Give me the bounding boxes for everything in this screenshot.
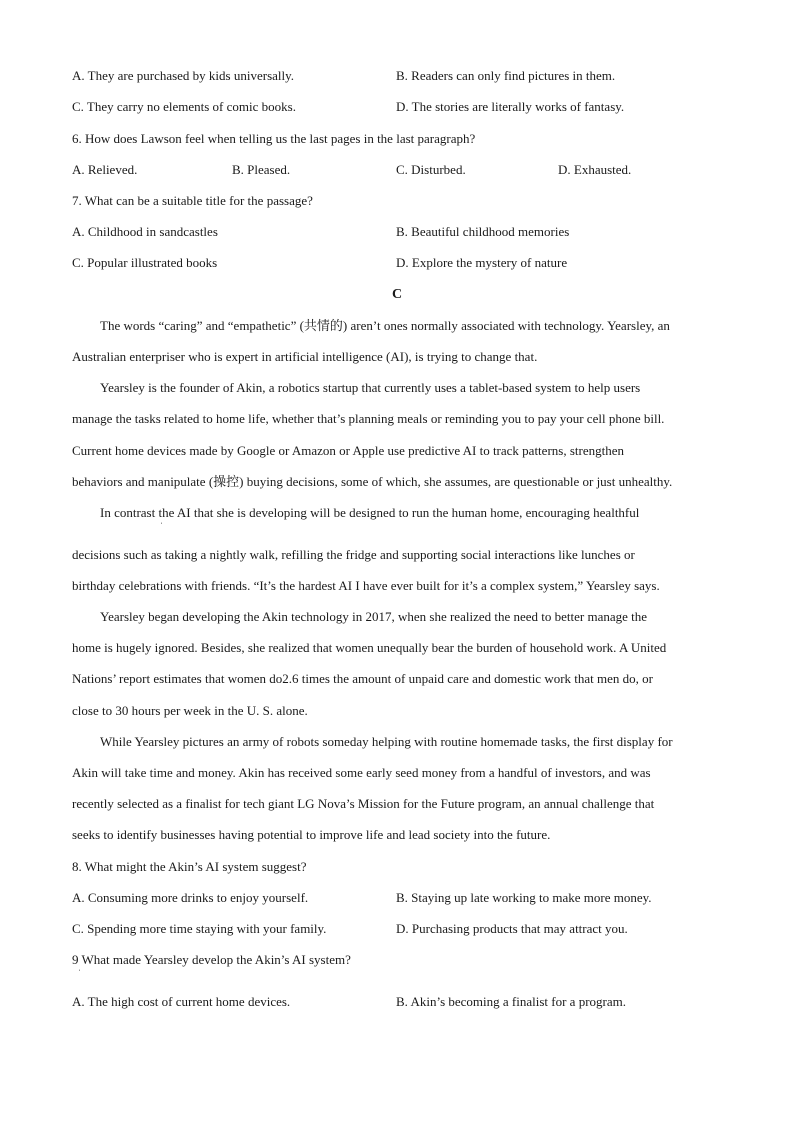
section-heading: C xyxy=(391,287,403,302)
q8-options-row-2 xyxy=(72,921,722,937)
q9-question: 9 What made Yearsley develop the Akin’s AI system? xyxy=(72,952,351,967)
passage-line: seeks to identify businesses having potential to improve life and lead society into the future. xyxy=(72,827,551,842)
q9-option-b: B. Akin’s becoming a finalist for a program. xyxy=(396,994,626,1009)
q8-option-a: A. Consuming more drinks to enjoy yourself. xyxy=(72,890,309,905)
passage-line: While Yearsley pictures an army of robots someday helping with routine homemade tasks, the first display for xyxy=(100,734,673,749)
passage-line: Nations’ report estimates that women do2.6 times the amount of unpaid care and domestic work that men do, or xyxy=(72,671,654,686)
passage-line: recently selected as a finalist for tech giant LG Nova’s Mission for the Future program, an annual challenge that xyxy=(72,796,655,811)
passage-line: Akin will take time and money. Akin has received some early seed money from a handful of investors, and was xyxy=(72,765,651,780)
passage-line: decisions such as taking a nightly walk, refilling the fridge and supporting social interactions like lunches or xyxy=(72,547,635,562)
q6-option-a: A. Relieved. xyxy=(72,162,138,177)
q8-option-c: C. Spending more time staying with your family. xyxy=(72,921,327,936)
passage-line: In contrast the AI that she is developing will be designed to run the human home, encouraging healthful xyxy=(100,505,640,520)
passage-line: home is hugely ignored. Besides, she realized that women unequally bear the burden of household work. A United xyxy=(72,640,667,655)
passage-line: Yearsley is the founder of Akin, a robotics startup that currently uses a tablet-based system to help users xyxy=(100,380,641,395)
q7-options-row-2 xyxy=(72,255,722,271)
passage-line: Yearsley began developing the Akin technology in 2017, when she realized the need to better manage the xyxy=(100,609,648,624)
q6-options-row xyxy=(72,162,722,178)
q7-option-a: A. Childhood in sandcastles xyxy=(72,224,218,239)
q9-option-a: A. The high cost of current home devices. xyxy=(72,994,291,1009)
passage-line: behaviors and manipulate (操控) buying decisions, some of which, she assumes, are questionable or just unhealthy. xyxy=(72,474,673,489)
q6-option-c: C. Disturbed. xyxy=(396,162,466,177)
passage-line: close to 30 hours per week in the U. S. alone. xyxy=(72,703,308,718)
q5-options-row-2 xyxy=(72,99,722,115)
q6-option-d: D. Exhausted. xyxy=(558,162,632,177)
q8-question: 8. What might the Akin’s AI system suggest? xyxy=(72,859,307,874)
q9-options-row-1 xyxy=(72,994,722,1010)
passage-line: birthday celebrations with friends. “It’s the hardest AI I have ever built for it’s a complex system,” Yearsley says. xyxy=(72,578,660,593)
q7-option-d: D. Explore the mystery of nature xyxy=(396,255,568,270)
q7-options-row-1 xyxy=(72,224,722,240)
stray-comma-mark: ˈ xyxy=(160,521,163,531)
q5-option-c: C. They carry no elements of comic books. xyxy=(72,99,296,114)
q5-option-a: A. They are purchased by kids universally. xyxy=(72,68,295,83)
q6-option-b: B. Pleased. xyxy=(232,162,291,177)
passage-line: manage the tasks related to home life, whether that’s planning meals or reminding you to pay your cell phone bill. xyxy=(72,411,665,426)
passage-line: Australian enterpriser who is expert in artificial intelligence (AI), is trying to change that. xyxy=(72,349,538,364)
passage-line: The words “caring” and “empathetic” (共情的) aren’t ones normally associated with technology. Yearsley, an xyxy=(100,318,670,333)
q7-option-b: B. Beautiful childhood memories xyxy=(396,224,570,239)
q6-question: 6. How does Lawson feel when telling us the last pages in the last paragraph? xyxy=(72,131,476,146)
q7-option-c: C. Popular illustrated books xyxy=(72,255,218,270)
q8-options-row-1 xyxy=(72,890,722,906)
stray-dot-mark: ˈ xyxy=(78,968,81,978)
q8-option-b: B. Staying up late working to make more money. xyxy=(396,890,652,905)
passage-line: Current home devices made by Google or Amazon or Apple use predictive AI to track patterns, strengthen xyxy=(72,443,624,458)
q8-option-d: D. Purchasing products that may attract you. xyxy=(396,921,628,936)
q5-options-row-1 xyxy=(72,68,722,84)
q5-option-b: B. Readers can only find pictures in them. xyxy=(396,68,616,83)
q5-option-d: D. The stories are literally works of fantasy. xyxy=(396,99,625,114)
q7-question: 7. What can be a suitable title for the passage? xyxy=(72,193,313,208)
